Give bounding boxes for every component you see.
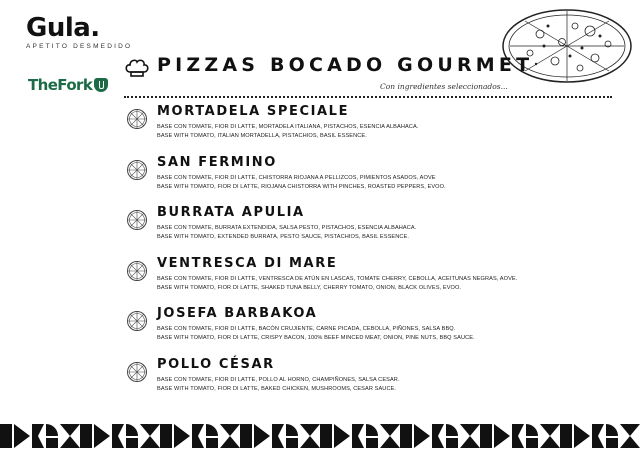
menu-subtitle: Con ingredientes seleccionados...	[380, 82, 508, 91]
brand-tagline: APETITO DESMEDIDO	[26, 43, 133, 50]
thefork-label: TheFork	[28, 76, 93, 94]
menu-item-name: MORTADELA SPECIALE	[157, 104, 350, 119]
pizza-icon	[126, 108, 148, 130]
menu-item-name: POLLO CÉSAR	[157, 356, 275, 372]
menu-item-description-en: BASE WITH TOMATO, FIOR DI LATTE, SHAKED TUNA BELLY, CHERRY TOMATO, ONION, BLACK OLIVES, EVOO.	[157, 284, 462, 291]
menu-item-description-en: BASE WITH TOMATO, FIOR DI LATTE, BAKED CHICKEN, MUSHROOMS, CESAR SAUCE.	[157, 385, 397, 392]
geometric-border-pattern	[0, 420, 640, 453]
menu-item-description-en: BASE WITH TOMATO, ITALIAN MORTADELLA, PISTACHIOS, BASIL ESSENCE.	[157, 133, 367, 139]
pizza-icon	[126, 260, 148, 282]
thefork-logo[interactable]	[28, 76, 108, 94]
menu-item-name: JOSEFA BARBAKOA	[157, 306, 318, 321]
menu-item-name: VENTRESCA DI MARE	[157, 255, 338, 271]
menu-item-description-es: BASE CON TOMATE, FIOR DI LATTE, BACÓN CRUJIENTE, CARNE PICADA, CEBOLLA, PIÑONES, SALSA BBQ.	[157, 326, 456, 332]
brand-logo	[26, 14, 132, 50]
menu-item-description-es: BASE CON TOMATE, FIOR DI LATTE, CHISTORRA RIOJANA A PELLIZCOS, PIMIENTOS ASADOS, AOVE	[157, 174, 436, 181]
menu-item-description-es: BASE CON TOMATE, FIOR DI LATTE, POLLO AL HORNO, CHAMPIÑONES, SALSA CESAR.	[157, 376, 400, 383]
menu-item-description-en: BASE WITH TOMATO, FIOR DI LATTE, RIOJANA CHISTORRA WITH PINCHES, ROASTED PEPPERS, EVOO.	[157, 183, 446, 190]
menu-item-description-en: BASE WITH TOMATO, FIOR DI LATTE, CRISPY BACON, 100% BEEF MINCED MEAT, ONION, PINE NUTS, BBQ SAUCE.	[157, 335, 475, 341]
pizza-icon	[126, 361, 148, 383]
menu-title: PIZZAS BOCADO GOURMET	[157, 54, 534, 76]
menu-item-name: SAN FERMINO	[157, 154, 277, 170]
pizza-icon	[126, 159, 148, 181]
chef-hat-icon	[124, 58, 150, 78]
dotted-divider	[124, 96, 612, 98]
menu-item-description-en: BASE WITH TOMATO, EXTENDED BURRATA, PESTO SAUCE, PISTACHIOS, BASIL ESSENCE.	[157, 234, 410, 240]
pizza-icon	[126, 310, 148, 332]
menu-item-name: BURRATA APULIA	[157, 205, 305, 220]
menu-item-description-es: BASE CON TOMATE, FIOR DI LATTE, MORTADELA ITALIANA, PISTACHOS, ESENCIA ALBAHACA.	[157, 124, 419, 130]
thefork-badge-icon	[94, 78, 108, 92]
menu-item-description-es: BASE CON TOMATE, FIOR DI LATTE, VENTRESCA DE ATÚN EN LASCAS, TOMATE CHERRY, CEBOLLA, ACEITUNAS NEGRAS, AOVE.	[157, 275, 518, 282]
menu-item-description-es: BASE CON TOMATE, BURRATA EXTENDIDA, SALSA PESTO, PISTACHOS, ESENCIA ALBAHACA.	[157, 225, 417, 231]
pizza-icon	[126, 209, 148, 231]
brand-name: Gula.	[26, 13, 100, 43]
